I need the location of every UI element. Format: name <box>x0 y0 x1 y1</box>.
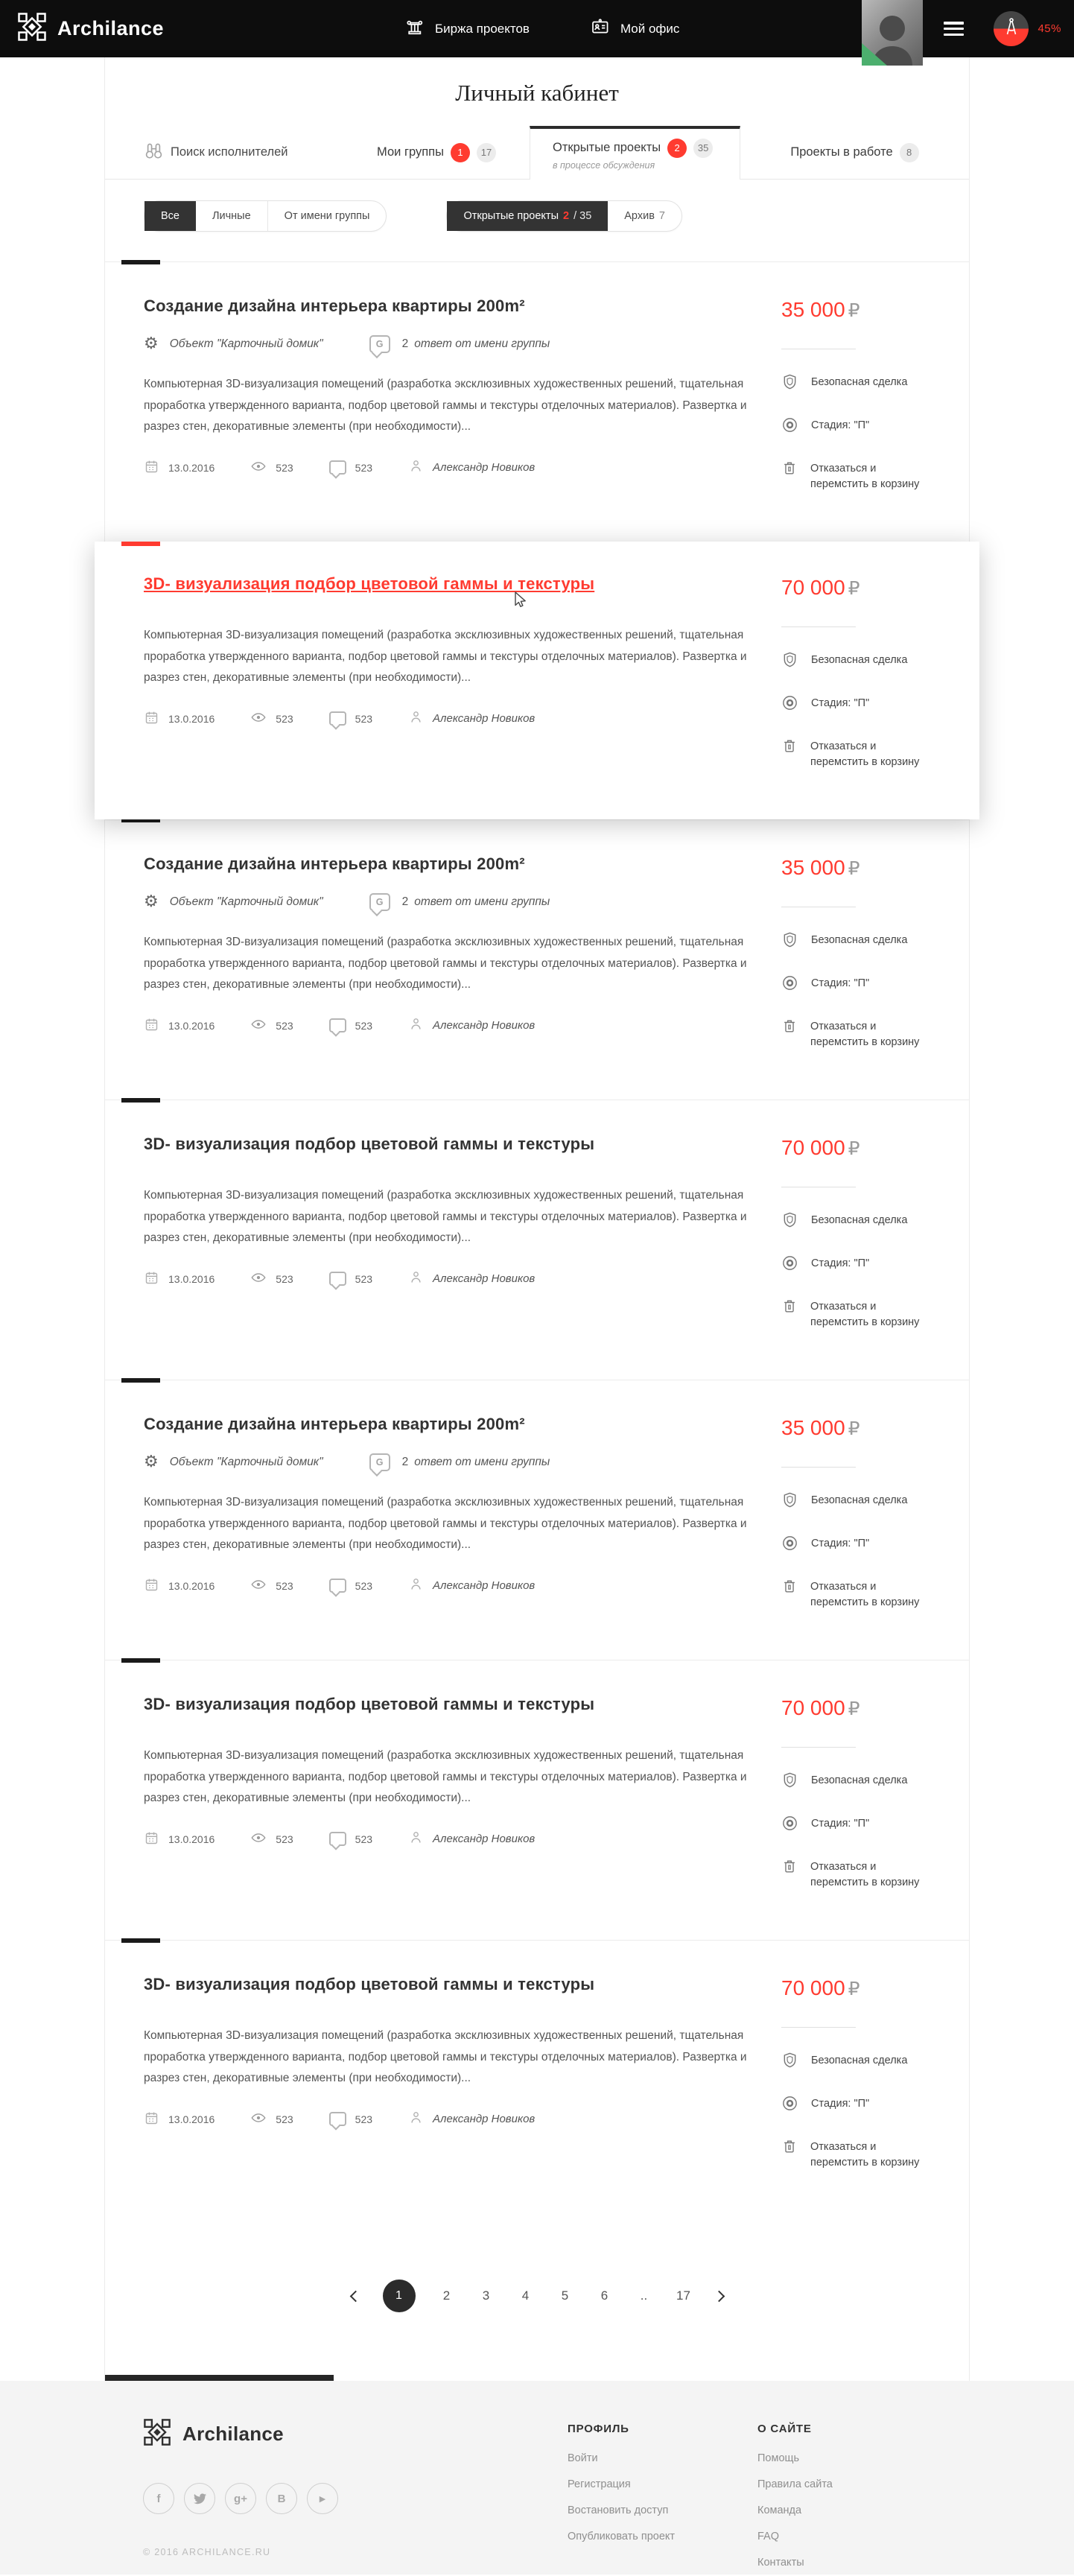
replies-count: 2 <box>401 1456 409 1468</box>
project-card <box>105 1100 969 1380</box>
footer-link-login[interactable]: Войти <box>568 2452 598 2464</box>
gear-icon: ⚙ <box>144 892 159 911</box>
project-title-link[interactable]: 3D- визуализация подбор цветовой гаммы и текстуры <box>144 1695 595 1713</box>
replies-count: 2 <box>401 895 409 908</box>
comments-icon <box>329 1832 346 1846</box>
project-title-link[interactable]: Создание дизайна интерьера квартиры 200m² <box>144 1415 525 1433</box>
project-object-label: Объект "Карточный домик" <box>169 895 323 908</box>
footer-column-title-profile: ПРОФИЛЬ <box>568 2423 629 2435</box>
page-number[interactable]: 2 <box>442 2288 451 2303</box>
card-stats-row <box>144 1016 754 1035</box>
nav-my-office[interactable] <box>591 17 679 40</box>
project-price: 35 000 ₽ <box>781 1416 860 1439</box>
shield-icon <box>781 2053 798 2075</box>
nav-project-exchange[interactable] <box>405 17 530 40</box>
shield-icon <box>781 1213 798 1234</box>
author-stat[interactable]: Александр Новиков <box>408 458 535 477</box>
nav-label: Мой офис <box>620 21 680 36</box>
google-plus-icon[interactable]: g+ <box>225 2483 256 2514</box>
gray-count-badge: 8 <box>900 143 919 162</box>
binoculars-icon <box>144 141 164 165</box>
stage-label: Стадия: "П" <box>781 976 930 997</box>
eye-icon <box>250 2110 267 2128</box>
project-title-link[interactable]: 3D- визуализация подбор цветовой гаммы и текстуры <box>144 1975 595 1993</box>
comments-icon <box>329 711 346 726</box>
social-links <box>143 2483 568 2514</box>
pagination-ellipsis: .. <box>640 2288 648 2303</box>
secure-deal-label: Безопасная сделка <box>781 2053 930 2075</box>
person-icon <box>408 1269 424 1288</box>
profile-progress-percent: 45% <box>1038 22 1061 35</box>
card-stats-row <box>144 1576 754 1595</box>
secure-deal-label: Безопасная сделка <box>781 1213 930 1234</box>
archilance-logo-icon <box>17 12 47 45</box>
card-side-panel <box>781 854 930 1073</box>
ruble-sign: ₽ <box>848 1978 860 1999</box>
filter-label: Открытые проекты <box>463 210 559 222</box>
ownership-filter-group <box>144 200 387 232</box>
comments-icon <box>329 1018 346 1032</box>
project-card <box>95 542 979 819</box>
card-meta-row <box>144 893 754 911</box>
calendar-icon <box>144 459 159 477</box>
card-side-panel <box>781 1415 930 1633</box>
red-count-badge: 2 <box>667 139 687 158</box>
card-side-panel <box>781 1135 930 1353</box>
copyright-text: © 2016 ARCHILANCE.RU <box>143 2547 271 2557</box>
footer-link-site-rules[interactable]: Правила сайта <box>757 2478 833 2491</box>
calendar-icon <box>144 1830 159 1848</box>
author-stat[interactable]: Александр Новиков <box>408 709 535 728</box>
discard-to-trash-action[interactable]: Отказаться и перемстить в корзину <box>781 1859 930 1892</box>
secure-deal-label: Безопасная сделка <box>781 375 930 396</box>
tab-label: Проекты в работе <box>790 145 893 159</box>
panel-end-bar <box>105 2375 334 2381</box>
footer-logo[interactable] <box>143 2418 568 2450</box>
stage-label: Стадия: "П" <box>781 2096 930 2118</box>
page-number[interactable]: 6 <box>600 2288 609 2303</box>
author-stat[interactable]: Александр Новиков <box>408 1576 535 1595</box>
discard-to-trash-action[interactable]: Отказаться и перемстить в корзину <box>781 739 930 772</box>
gear-icon: ⚙ <box>144 1453 159 1471</box>
stage-label: Стадия: "П" <box>781 1256 930 1278</box>
replies-count: 2 <box>401 337 409 350</box>
card-stats-row <box>144 1269 754 1288</box>
card-meta-row <box>144 335 754 353</box>
trash-icon <box>781 2139 798 2161</box>
archilance-logo-icon <box>143 2418 171 2450</box>
tab-my-groups[interactable] <box>343 126 530 179</box>
target-icon <box>781 418 798 440</box>
tab-bar <box>105 126 969 180</box>
target-icon <box>781 696 798 717</box>
project-title-link[interactable]: Создание дизайна интерьера квартиры 200m² <box>144 854 525 873</box>
side-divider <box>781 1747 856 1748</box>
author-stat[interactable]: Александр Новиков <box>408 2110 535 2128</box>
secure-deal-label: Безопасная сделка <box>781 1493 930 1514</box>
tab-search-performers[interactable] <box>105 126 343 179</box>
main-panel <box>104 57 970 2381</box>
card-top-dash <box>121 542 160 546</box>
person-icon <box>408 1576 424 1595</box>
replies-label: ответ от имени группы <box>414 1456 550 1468</box>
project-card-list <box>105 261 969 2220</box>
project-card <box>105 1660 969 1940</box>
calendar-icon <box>144 1577 159 1595</box>
card-stats-row <box>144 709 754 728</box>
target-icon <box>781 1816 798 1838</box>
facebook-icon[interactable]: f <box>143 2483 174 2514</box>
project-title-link[interactable]: Создание дизайна интерьера квартиры 200m² <box>144 296 525 315</box>
trash-icon <box>781 1019 798 1041</box>
card-side-panel <box>781 1975 930 2193</box>
comments-stat: 523 <box>329 1272 372 1286</box>
footer-link-contacts[interactable]: Контакты <box>757 2557 804 2569</box>
calendar-icon <box>144 1270 159 1288</box>
project-card <box>105 261 969 542</box>
project-price: 35 000 ₽ <box>781 856 860 879</box>
filter-open-projects[interactable] <box>447 201 608 231</box>
card-top-dash <box>121 1378 160 1383</box>
date-stat: 13.0.2016 <box>144 1017 215 1035</box>
nav-label: Биржа проектов <box>435 21 530 36</box>
replies-label: ответ от имени группы <box>414 895 550 908</box>
project-description: Компьютерная 3D-визуализация помещений (разработка эксклюзивных художественных решений, тщательная проработка утвержденного варианта, подбор цветовой гаммы и текстуры отделочных материалов). Развертка и разрез стен, декоративные элементы (при необходимости)... <box>144 629 747 685</box>
views-stat: 523 <box>250 709 293 728</box>
group-reply-icon: G <box>369 893 390 911</box>
card-stats-row <box>144 1830 754 1848</box>
project-description: Компьютерная 3D-визуализация помещений (разработка эксклюзивных художественных решений, тщательная проработка утвержденного варианта, подбор цветовой гаммы и текстуры отделочных материалов). Развертка и разрез стен, декоративные элементы (при необходимости)... <box>144 2029 747 2085</box>
views-stat: 523 <box>250 1576 293 1595</box>
open-count: 2 <box>563 210 570 222</box>
shield-icon <box>781 653 798 674</box>
eye-icon <box>250 1016 267 1035</box>
comments-stat: 523 <box>329 460 372 475</box>
ruble-sign: ₽ <box>848 857 860 879</box>
page-number[interactable]: 1 <box>383 2280 416 2312</box>
author-stat[interactable]: Александр Новиков <box>408 1830 535 1848</box>
card-top-dash <box>121 260 160 264</box>
main-nav <box>405 17 679 40</box>
views-stat: 523 <box>250 2110 293 2128</box>
page-number[interactable]: 4 <box>521 2288 530 2303</box>
shield-icon <box>781 375 798 396</box>
eye-icon <box>250 1269 267 1288</box>
person-icon <box>408 1016 424 1035</box>
card-side-panel <box>781 296 930 515</box>
card-stats-row <box>144 2110 754 2128</box>
views-stat: 523 <box>250 458 293 477</box>
person-icon <box>408 458 424 477</box>
project-price: 70 000 ₽ <box>781 1696 860 1719</box>
total-count: / 35 <box>573 210 592 222</box>
eye-icon <box>250 1830 267 1848</box>
pagination <box>105 2220 969 2375</box>
footer-link-publish-project[interactable]: Опубликовать проект <box>568 2531 676 2543</box>
youtube-icon[interactable]: ▶ <box>307 2483 338 2514</box>
discard-to-trash-action[interactable]: Отказаться и перемстить в корзину <box>781 1299 930 1332</box>
compass-icon <box>1002 17 1020 40</box>
ruble-sign: ₽ <box>848 577 860 599</box>
tab-label: Поиск исполнителей <box>171 145 288 159</box>
trash-icon <box>781 739 798 761</box>
filter-personal[interactable]: Личные <box>196 201 268 231</box>
page-footer <box>0 2381 1074 2575</box>
tab-label: Открытые проекты <box>553 141 661 154</box>
gray-count-badge: 35 <box>693 139 713 158</box>
target-icon <box>781 2096 798 2118</box>
calendar-icon <box>144 2110 159 2128</box>
filter-archive[interactable] <box>608 201 681 231</box>
project-title-link[interactable]: 3D- визуализация подбор цветовой гаммы и текстуры <box>144 1135 595 1153</box>
person-icon <box>408 2110 424 2128</box>
card-side-panel <box>781 574 930 793</box>
tab-open-projects[interactable] <box>530 126 740 180</box>
gray-count-badge: 17 <box>477 143 496 162</box>
project-description: Компьютерная 3D-визуализация помещений (разработка эксклюзивных художественных решений, тщательная проработка утвержденного варианта, подбор цветовой гаммы и текстуры отделочных материалов). Развертка и разрез стен, декоративные элементы (при необходимости)... <box>144 1496 747 1552</box>
secure-deal-label: Безопасная сделка <box>781 1773 930 1795</box>
tab-subtitle: в процессе обсуждения <box>553 159 655 171</box>
ruble-sign: ₽ <box>848 1418 860 1439</box>
target-icon <box>781 976 798 997</box>
tab-label: Мои группы <box>377 145 444 159</box>
project-card <box>105 1380 969 1660</box>
mouse-cursor-icon <box>510 591 528 615</box>
comments-stat: 523 <box>329 1579 372 1593</box>
hamburger-menu-icon[interactable] <box>944 22 964 36</box>
discard-to-trash-action[interactable]: Отказаться и перемстить в корзину <box>781 461 930 494</box>
tab-projects-in-work[interactable] <box>740 126 969 179</box>
calendar-icon <box>144 1017 159 1035</box>
trash-icon <box>781 1299 798 1321</box>
date-stat: 13.0.2016 <box>144 710 215 728</box>
date-stat: 13.0.2016 <box>144 1270 215 1288</box>
calendar-icon <box>144 710 159 728</box>
status-filter-group <box>446 200 682 232</box>
comments-stat: 523 <box>329 2112 372 2126</box>
project-object-label: Объект "Карточный домик" <box>169 337 323 350</box>
comments-stat: 523 <box>329 1832 372 1846</box>
side-divider <box>781 626 856 627</box>
secure-deal-label: Безопасная сделка <box>781 653 930 674</box>
stage-label: Стадия: "П" <box>781 696 930 717</box>
comments-stat: 523 <box>329 1018 372 1032</box>
card-stats-row <box>144 458 754 477</box>
twitter-icon[interactable] <box>184 2483 215 2514</box>
footer-brand-name: Archilance <box>182 2423 284 2445</box>
group-reply-icon: G <box>369 335 390 353</box>
project-price: 70 000 ₽ <box>781 1136 860 1159</box>
shield-icon <box>781 1493 798 1514</box>
comments-icon <box>329 2112 346 2126</box>
page-number[interactable]: 5 <box>561 2288 569 2303</box>
footer-link-faq[interactable]: FAQ <box>757 2531 780 2543</box>
project-price: 70 000 ₽ <box>781 1976 860 1999</box>
date-stat: 13.0.2016 <box>144 2110 215 2128</box>
person-icon <box>408 1830 424 1848</box>
comments-stat: 523 <box>329 711 372 726</box>
date-stat: 13.0.2016 <box>144 1830 215 1848</box>
project-description: Компьютерная 3D-визуализация помещений (разработка эксклюзивных художественных решений, тщательная проработка утвержденного варианта, подбор цветовой гаммы и текстуры отделочных материалов). Развертка и разрез стен, декоративные элементы (при необходимости)... <box>144 378 747 434</box>
card-top-dash <box>121 1658 160 1663</box>
shield-icon <box>781 933 798 954</box>
eye-icon <box>250 458 267 477</box>
project-description: Компьютерная 3D-визуализация помещений (разработка эксклюзивных художественных решений, тщательная проработка утвержденного варианта, подбор цветовой гаммы и текстуры отделочных материалов). Развертка и разрез стен, декоративные элементы (при необходимости)... <box>144 1189 747 1245</box>
stage-label: Стадия: "П" <box>781 1816 930 1838</box>
project-object-label: Объект "Карточный домик" <box>169 1456 323 1468</box>
ruble-sign: ₽ <box>848 299 860 321</box>
project-card <box>105 819 969 1100</box>
stage-label: Стадия: "П" <box>781 418 930 440</box>
card-meta-row <box>144 1453 754 1471</box>
eye-icon <box>250 1576 267 1595</box>
author-stat[interactable]: Александр Новиков <box>408 1269 535 1288</box>
group-reply-icon: G <box>369 1453 390 1471</box>
side-divider <box>781 1467 856 1468</box>
top-header <box>0 0 1074 57</box>
shield-icon <box>781 1773 798 1795</box>
footer-link-register[interactable]: Регистрация <box>568 2478 631 2491</box>
filter-all[interactable]: Все <box>144 201 196 231</box>
target-icon <box>781 1256 798 1278</box>
user-avatar[interactable] <box>862 0 923 66</box>
comments-icon <box>329 1579 346 1593</box>
gear-icon: ⚙ <box>144 334 159 353</box>
replies-label: ответ от имени группы <box>414 337 550 350</box>
ruble-sign: ₽ <box>848 1138 860 1159</box>
page-title: Личный кабинет <box>455 80 619 106</box>
card-side-panel <box>781 1695 930 1913</box>
avatar-corner-accent <box>862 43 887 66</box>
filter-on-behalf-of-group[interactable]: От имени группы <box>284 210 370 222</box>
page-number[interactable]: 3 <box>482 2288 490 2303</box>
side-divider <box>781 2027 856 2028</box>
profile-progress-badge[interactable] <box>994 11 1029 46</box>
views-stat: 523 <box>250 1269 293 1288</box>
next-page-arrow[interactable] <box>713 2290 725 2302</box>
column-icon <box>405 17 425 40</box>
project-card <box>105 1940 969 2220</box>
views-stat: 523 <box>250 1830 293 1848</box>
footer-column-title-about: О САЙТЕ <box>757 2423 812 2435</box>
card-top-dash <box>121 1938 160 1943</box>
comments-icon <box>329 1272 346 1286</box>
views-stat: 523 <box>250 1016 293 1035</box>
card-top-dash <box>121 1098 160 1103</box>
footer-link-restore-access[interactable]: Востановить доступ <box>568 2504 669 2517</box>
secure-deal-label: Безопасная сделка <box>781 933 930 954</box>
discard-to-trash-action[interactable]: Отказаться и перемстить в корзину <box>781 2139 930 2172</box>
trash-icon <box>781 1859 798 1881</box>
brand-name: Archilance <box>57 17 165 39</box>
date-stat: 13.0.2016 <box>144 459 215 477</box>
author-stat[interactable]: Александр Новиков <box>408 1016 535 1035</box>
header-right-cluster <box>862 0 1061 57</box>
stage-label: Стадия: "П" <box>781 1536 930 1558</box>
ruble-sign: ₽ <box>848 1698 860 1719</box>
footer-link-team[interactable]: Команда <box>757 2504 802 2517</box>
footer-link-help[interactable]: Помощь <box>757 2452 800 2464</box>
eye-icon <box>250 709 267 728</box>
page-number[interactable]: 17 <box>676 2288 690 2303</box>
filter-label: Архив <box>624 210 655 222</box>
project-description: Компьютерная 3D-визуализация помещений (разработка эксклюзивных художественных решений, тщательная проработка утвержденного варианта, подбор цветовой гаммы и текстуры отделочных материалов). Развертка и разрез стен, декоративные элементы (при необходимости)... <box>144 1749 747 1805</box>
project-price: 35 000 ₽ <box>781 298 860 321</box>
red-count-badge: 1 <box>451 143 470 162</box>
filter-bar <box>105 180 969 261</box>
behance-icon[interactable]: B <box>266 2483 297 2514</box>
discard-to-trash-action[interactable]: Отказаться и перемстить в корзину <box>781 1019 930 1052</box>
id-card-icon <box>591 17 610 40</box>
archive-count: 7 <box>658 210 665 222</box>
date-stat: 13.0.2016 <box>144 1577 215 1595</box>
project-description: Компьютерная 3D-визуализация помещений (разработка эксклюзивных художественных решений, тщательная проработка утвержденного варианта, подбор цветовой гаммы и текстуры отделочных материалов). Развертка и разрез стен, декоративные элементы (при необходимости)... <box>144 936 747 992</box>
project-price: 70 000 ₽ <box>781 576 860 599</box>
discard-to-trash-action[interactable]: Отказаться и перемстить в корзину <box>781 1579 930 1612</box>
header-logo[interactable] <box>17 12 164 45</box>
target-icon <box>781 1536 798 1558</box>
person-icon <box>408 709 424 728</box>
trash-icon <box>781 1579 798 1601</box>
comments-icon <box>329 460 346 475</box>
project-title-link[interactable]: 3D- визуализация подбор цветовой гаммы и текстуры <box>144 574 595 593</box>
trash-icon <box>781 461 798 483</box>
prev-page-arrow[interactable] <box>349 2290 361 2302</box>
